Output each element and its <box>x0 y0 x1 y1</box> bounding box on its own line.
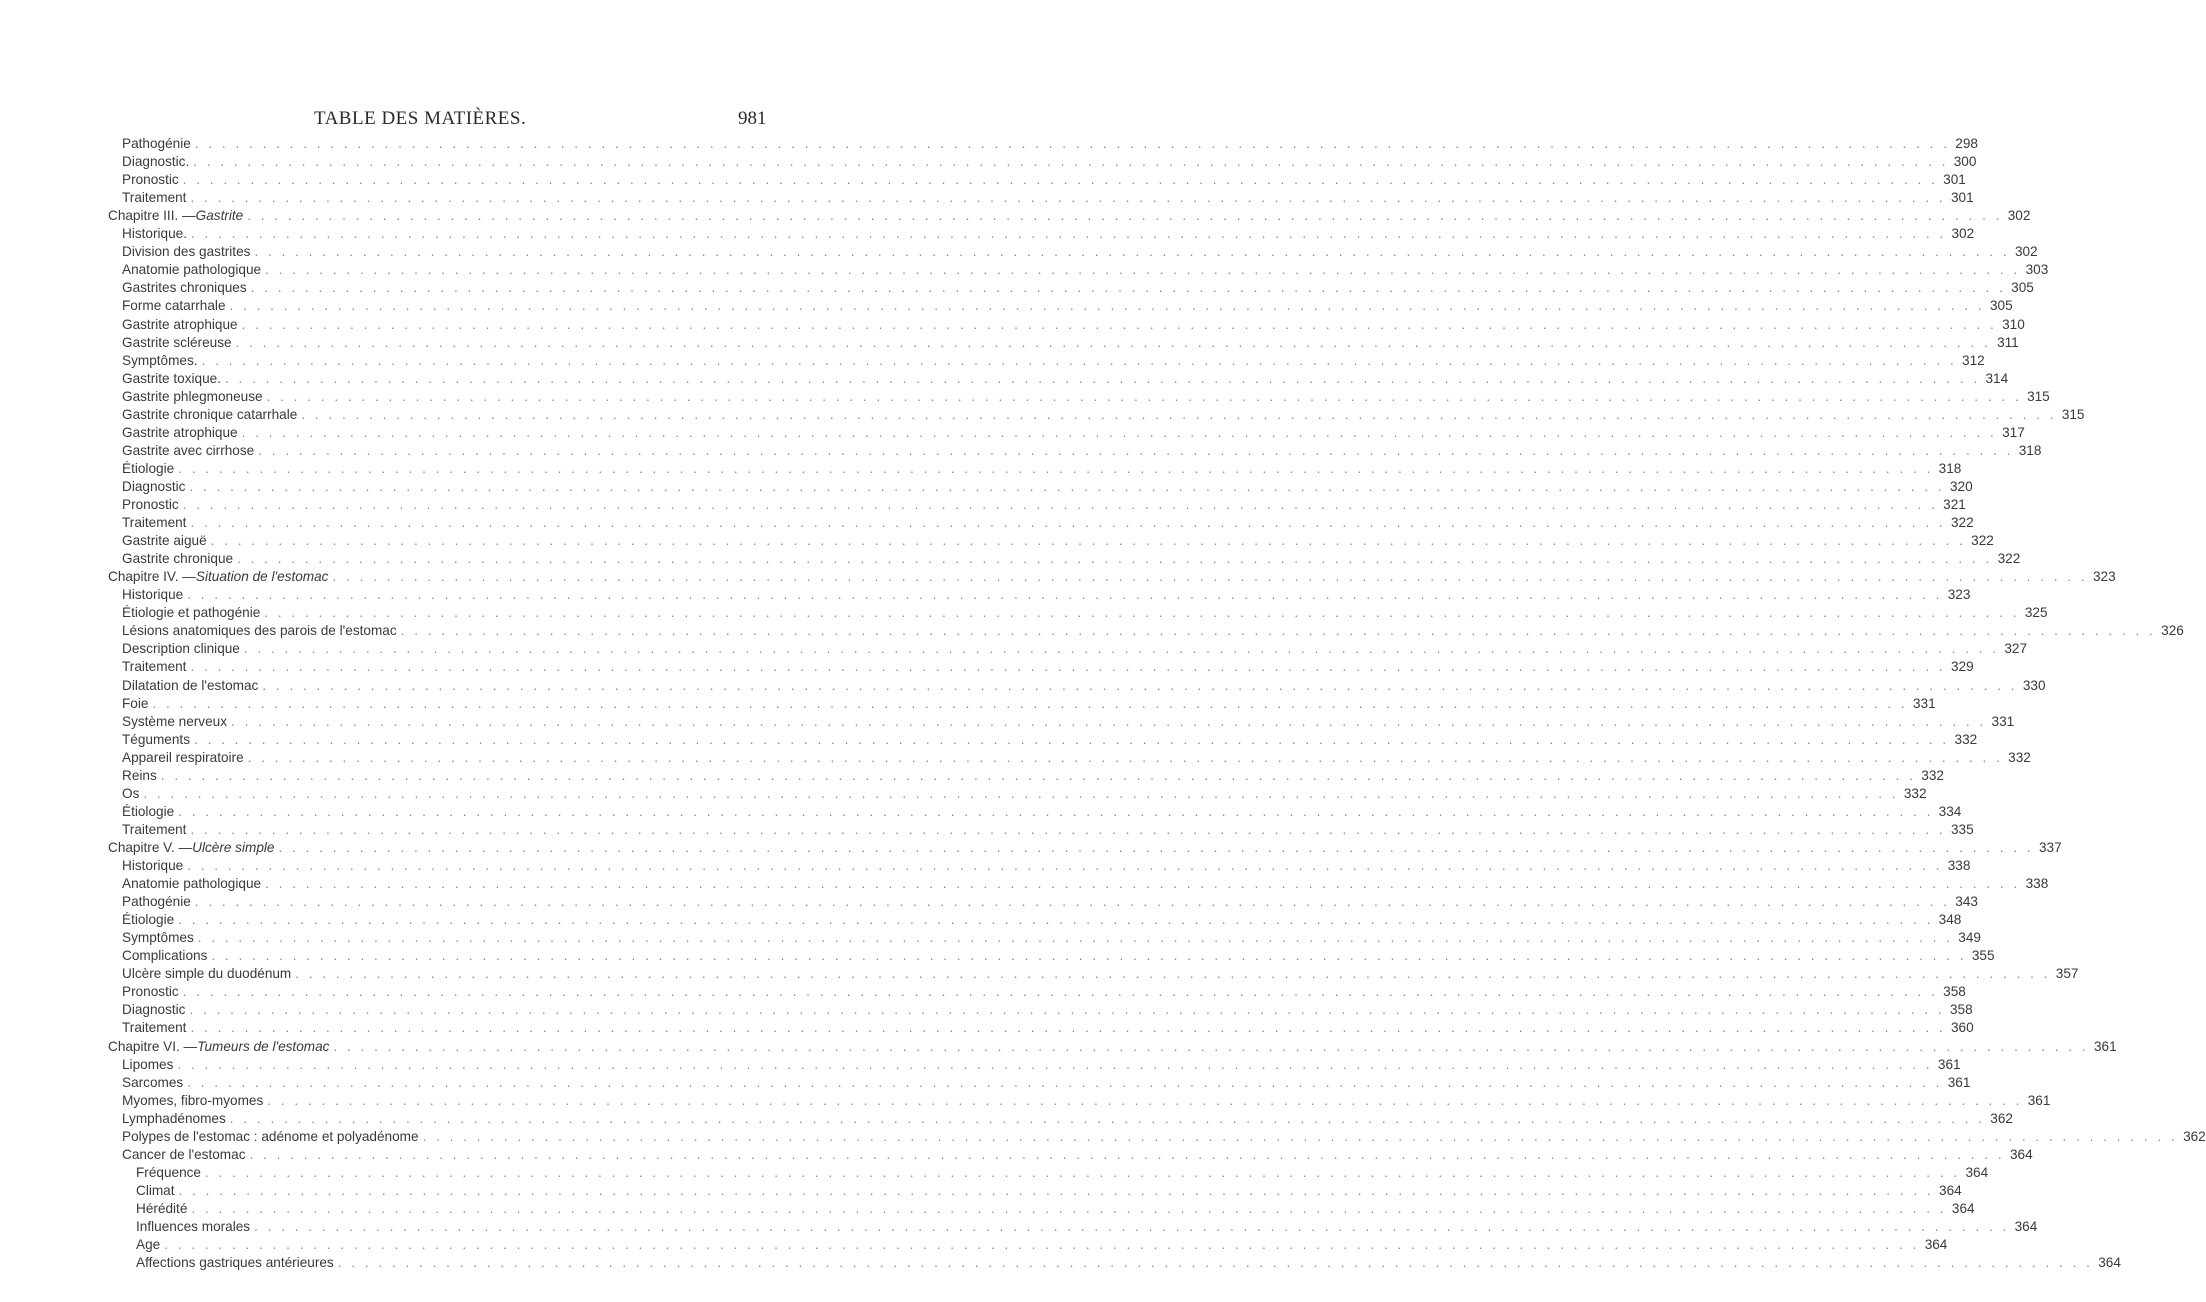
toc-entry <box>0 821 1974 839</box>
toc-entry-label: Gastrite phlegmoneuse <box>122 388 263 404</box>
dot-leader <box>205 1164 1960 1182</box>
toc-entry <box>0 352 1985 370</box>
dot-leader <box>295 965 2050 983</box>
toc-entry-label: Gastrite chronique catarrhale <box>122 406 298 422</box>
dot-leader <box>230 1110 1985 1128</box>
toc-entry-label: Historique <box>122 587 184 603</box>
toc-entry <box>0 947 1995 965</box>
toc-page-number: 361 <box>1937 1056 1961 1072</box>
dot-leader <box>143 785 1898 803</box>
toc-page-number: 358 <box>1943 984 1966 1000</box>
dot-leader <box>211 947 1966 965</box>
dot-leader <box>195 135 1950 153</box>
toc-page-number: 338 <box>1947 858 1971 873</box>
toc-entry-label: Diagnostic <box>122 478 186 494</box>
toc-page-number: 318 <box>2018 442 2042 458</box>
toc-entry <box>0 695 1936 713</box>
dot-leader <box>202 352 1957 370</box>
toc-page-number: 361 <box>2093 1038 2117 1054</box>
dot-leader <box>264 604 2019 622</box>
toc-page-number: 314 <box>1985 370 2009 386</box>
dot-leader <box>401 622 2156 640</box>
dot-leader <box>237 550 1992 568</box>
toc-entry-label: Gastrite toxique. <box>122 370 221 386</box>
toc-page-number: 332 <box>1954 731 1978 747</box>
toc-chapter-entry <box>0 839 2062 857</box>
toc-entry-label: Anatomie pathologique <box>122 876 262 892</box>
toc-page-number: 362 <box>2183 1128 2206 1144</box>
toc-entry <box>0 1001 1973 1019</box>
toc-entry-label: Cancer de l'estomac <box>122 1146 246 1162</box>
toc-page-number: 325 <box>2024 605 2048 621</box>
toc-page-number: 330 <box>2022 677 2046 693</box>
toc-entry <box>0 677 2046 695</box>
toc-chapter-title: Ulcère simple <box>192 839 275 855</box>
toc-entry-label: Historique <box>122 858 184 873</box>
toc-page-number: 302 <box>2007 208 2031 224</box>
toc-entry <box>0 442 2042 460</box>
toc-entry <box>0 1110 2013 1128</box>
toc-entry-label: Dilatation de l'estomac <box>122 677 259 693</box>
dot-leader <box>164 1236 1919 1254</box>
dot-leader <box>183 496 1938 514</box>
toc-page-number: 327 <box>2004 641 2028 657</box>
dot-leader <box>242 316 1997 334</box>
toc-entry <box>0 1056 1961 1074</box>
toc-entry-label: Traitement <box>122 821 187 837</box>
toc-entry-label: Traitement <box>122 190 187 206</box>
toc-entry-label: Chapitre III. — <box>108 208 196 224</box>
toc-page-number: 331 <box>1912 695 1936 711</box>
toc-page-number: 334 <box>1938 803 1962 819</box>
dot-leader <box>242 424 1997 442</box>
dot-leader <box>254 1218 2009 1236</box>
toc-entry-label: Forme catarrhale <box>122 298 226 314</box>
toc-entry <box>0 153 1977 171</box>
dot-leader <box>251 279 2006 297</box>
dot-leader <box>423 1128 2178 1146</box>
toc-page-number: 322 <box>1997 551 2021 567</box>
toc-page-number: 335 <box>1950 821 1974 837</box>
toc-entry-label: Chapitre V. — <box>108 839 193 855</box>
dot-leader <box>194 731 1949 749</box>
toc-entry <box>0 929 1981 947</box>
toc-entry <box>0 279 2034 297</box>
toc-entry-label: Lipomes <box>122 1056 174 1072</box>
dot-leader <box>230 297 1985 315</box>
toc-entry <box>0 261 2049 279</box>
toc-entry <box>0 1182 1962 1200</box>
toc-entry-label: Division des gastrites <box>122 244 251 260</box>
toc-entry-label: Étiologie <box>122 803 175 819</box>
dot-leader <box>254 243 2009 261</box>
dot-leader <box>177 1056 1932 1074</box>
toc-entry-label: Pathogénie <box>122 136 191 151</box>
toc-entry-label: Gastrite chronique <box>122 551 234 567</box>
toc-entry-label: Lésions anatomiques des parois de l'estomac <box>122 623 397 639</box>
dot-leader <box>161 767 1916 785</box>
toc-page-number: 364 <box>2010 1146 2033 1162</box>
toc-entry <box>0 189 1974 207</box>
dot-leader <box>183 171 1938 189</box>
toc-entry <box>0 1218 2038 1236</box>
toc-entry <box>0 171 1966 189</box>
toc-entry-label: Traitement <box>122 515 187 531</box>
toc-entry-label: Étiologie <box>122 460 175 476</box>
toc-entry-label: Gastrite scléreuse <box>122 334 232 350</box>
toc-entry-label: Pronostic <box>122 497 179 512</box>
toc-entry-label: Diagnostic. <box>122 154 190 170</box>
dot-leader <box>250 1146 2005 1164</box>
toc-entry-label: Reins <box>122 767 157 783</box>
dot-leader <box>265 875 2020 893</box>
toc-page-number: 322 <box>1950 515 1974 531</box>
dot-leader <box>178 911 1933 929</box>
toc-entry <box>0 388 2050 406</box>
toc-entry <box>0 803 1962 821</box>
toc-entry-label: Symptômes <box>122 930 194 946</box>
dot-leader <box>187 586 1942 604</box>
toc-entry-label: Anatomie pathologique <box>122 262 262 278</box>
toc-page-number: 364 <box>2014 1219 2038 1234</box>
toc-entry-label: Affections gastriques antérieures <box>136 1255 334 1271</box>
toc-chapter-entry <box>0 568 2116 586</box>
dot-leader <box>278 839 2033 857</box>
toc-entry <box>0 1092 2051 1110</box>
toc-entry <box>0 1019 1974 1037</box>
toc-page-number: 343 <box>1955 894 1978 910</box>
toc-page-number: 332 <box>2008 749 2031 765</box>
toc-page-number: 357 <box>2055 966 2079 982</box>
toc-page-number: 331 <box>1991 713 2015 729</box>
dot-leader <box>187 857 1942 875</box>
toc-entry-label: Foie <box>122 695 149 711</box>
dot-leader <box>190 1019 1945 1037</box>
toc-entry-label: Myomes, fibro-myomes <box>122 1092 264 1108</box>
toc-entry-label: Hérédité <box>136 1200 188 1216</box>
toc-entry <box>0 983 1966 1001</box>
toc-entry <box>0 604 2048 622</box>
toc-entry-label: Téguments <box>122 731 191 747</box>
toc-page-number: 320 <box>1949 478 1973 494</box>
dot-leader <box>178 460 1933 478</box>
toc-entry <box>0 658 1974 676</box>
toc-page-number: 318 <box>1938 460 1962 476</box>
dot-leader <box>189 478 1944 496</box>
dot-leader <box>338 1254 2093 1272</box>
toc-page-number: 349 <box>1958 930 1981 946</box>
toc-entry-label: Chapitre IV. — <box>108 569 196 585</box>
toc-chapter-title: Situation de l'estomac <box>195 569 329 585</box>
toc-entry <box>0 1254 2121 1272</box>
dot-leader <box>231 713 1986 731</box>
dot-leader <box>191 225 1946 243</box>
toc-entry <box>0 243 2038 261</box>
toc-entry-label: Age <box>136 1237 161 1253</box>
toc-entry <box>0 640 2028 658</box>
toc-chapter-entry <box>0 207 2031 225</box>
toc-entry-label: Polypes de l'estomac : adénome et polyadénome <box>122 1128 419 1144</box>
toc-entry <box>0 965 2079 983</box>
dot-leader <box>248 749 2003 767</box>
toc-entry-label: Pathogénie <box>122 894 191 910</box>
toc-entry-label: Diagnostic <box>122 1002 186 1018</box>
toc-entry <box>0 749 2031 767</box>
toc-entry-label: Chapitre VI. — <box>108 1038 198 1054</box>
toc-page-number: 364 <box>2098 1255 2121 1271</box>
toc-chapter-title: Tumeurs de l'estomac <box>197 1038 330 1054</box>
toc-entry <box>0 1146 2033 1164</box>
toc-page-number: 323 <box>2092 569 2116 585</box>
toc-page-number: 364 <box>1939 1182 1962 1198</box>
toc-page-number: 364 <box>1951 1200 1975 1216</box>
toc-page-number: 311 <box>1997 334 2019 350</box>
toc-entry-label: Appareil respiratoire <box>122 749 244 765</box>
toc-page-number: 300 <box>1953 154 1977 170</box>
dot-leader <box>178 803 1933 821</box>
running-header <box>0 108 800 132</box>
toc-page-number: 301 <box>1950 190 1974 206</box>
dot-leader <box>247 207 2002 225</box>
toc-entry-label: Sarcomes <box>122 1074 184 1090</box>
toc-page-number: 321 <box>1943 497 1966 512</box>
toc-entry-label: Ulcère simple du duodénum <box>122 966 292 982</box>
dot-leader <box>187 1074 1942 1092</box>
toc-entry <box>0 496 1966 514</box>
toc-entry-label: Traitement <box>122 1020 187 1036</box>
toc-entry <box>0 532 1994 550</box>
toc-page-number: 358 <box>1949 1002 1973 1018</box>
toc-entry-label: Traitement <box>122 659 187 675</box>
dot-leader <box>265 261 2020 279</box>
toc-entry-label: Influences morales <box>136 1219 251 1234</box>
toc-entry-label: Gastrite atrophique <box>122 316 238 332</box>
toc-entry-label: Pronostic <box>122 172 179 188</box>
toc-page-number: 323 <box>1947 587 1971 603</box>
toc-page-number: 337 <box>2038 839 2062 855</box>
toc-page-number: 315 <box>2061 406 2085 422</box>
dot-leader <box>258 442 2013 460</box>
toc-page-number: 364 <box>1965 1164 1989 1180</box>
toc-page-number: 301 <box>1943 172 1966 188</box>
toc-entry-label: Étiologie et pathogénie <box>122 605 261 621</box>
toc-page-number: 302 <box>1951 226 1975 242</box>
toc-page-number: 326 <box>2161 623 2184 639</box>
toc-entry <box>0 514 1974 532</box>
dot-leader <box>262 677 2017 695</box>
toc-entry <box>0 135 1978 153</box>
toc-entry-label: Fréquence <box>136 1164 201 1180</box>
toc-page-number: 298 <box>1955 136 1978 151</box>
toc-page-number: 361 <box>2027 1092 2051 1108</box>
dot-leader <box>332 568 2087 586</box>
dot-leader <box>190 514 1945 532</box>
toc-entry <box>0 622 2184 640</box>
toc-entry <box>0 460 1962 478</box>
toc-page-number: 348 <box>1938 912 1962 928</box>
toc-page-number: 329 <box>1950 659 1974 675</box>
toc-entry <box>0 1236 1948 1254</box>
toc-entry <box>0 731 1978 749</box>
toc-entry <box>0 550 2021 568</box>
toc-entry <box>0 911 1962 929</box>
dot-leader <box>333 1038 2088 1056</box>
toc-chapter-entry <box>0 1038 2117 1056</box>
dot-leader <box>190 189 1945 207</box>
dot-leader <box>190 821 1945 839</box>
toc-entry-label: Gastrites chroniques <box>122 280 247 296</box>
dot-leader <box>179 1182 1934 1200</box>
dot-leader <box>189 1001 1944 1019</box>
toc-entry <box>0 478 1973 496</box>
toc-entry <box>0 767 1944 785</box>
toc-entry-label: Étiologie <box>122 912 175 928</box>
toc-entry <box>0 893 1978 911</box>
toc-entry-label: Système nerveux <box>122 713 228 729</box>
toc-entry <box>0 225 1975 243</box>
toc-entry <box>0 424 2025 442</box>
toc-page-number: 310 <box>2002 316 2025 332</box>
dot-leader <box>198 929 1953 947</box>
toc-entry-label: Symptômes. <box>122 352 198 368</box>
dot-leader <box>244 640 1999 658</box>
toc-entry-label: Gastrite aiguë <box>122 533 207 549</box>
toc-page-number: 364 <box>1924 1237 1948 1253</box>
dot-leader <box>225 370 1980 388</box>
dot-leader <box>183 983 1938 1001</box>
toc-entry-label: Complications <box>122 948 208 964</box>
toc-page-number: 315 <box>2027 388 2050 404</box>
toc-entry <box>0 316 2025 334</box>
toc-page-number: 362 <box>1990 1110 2013 1126</box>
dot-leader <box>267 388 2022 406</box>
toc-entry <box>0 785 1927 803</box>
toc-page-number: 360 <box>1950 1020 1974 1036</box>
toc-page-number: 332 <box>1903 785 1927 801</box>
toc-page-number: 332 <box>1921 767 1944 783</box>
toc-entry <box>0 1200 1975 1218</box>
toc-page-number: 302 <box>2014 244 2038 260</box>
toc-entry-label: Os <box>122 785 140 801</box>
toc-page-number: 317 <box>2002 424 2025 440</box>
toc-page-number: 338 <box>2025 876 2049 892</box>
toc-entry-label: Pronostic <box>122 984 179 1000</box>
toc-chapter-title: Gastrite <box>195 208 244 224</box>
toc-entry <box>0 1074 1971 1092</box>
page-number: 981 <box>738 108 767 129</box>
dot-leader <box>301 406 2056 424</box>
toc-entry-label: Lymphadénomes <box>122 1110 226 1126</box>
toc-page-number: 355 <box>1971 948 1995 964</box>
toc-entry <box>0 334 2019 352</box>
toc-entry-label: Gastrite atrophique <box>122 424 238 440</box>
dot-leader <box>195 893 1950 911</box>
toc-entry <box>0 857 1971 875</box>
toc-entry <box>0 875 2049 893</box>
dot-leader <box>152 695 1907 713</box>
toc-entry-label: Description clinique <box>122 641 240 657</box>
toc-entry <box>0 370 2009 388</box>
dot-leader <box>193 153 1948 171</box>
dot-leader <box>267 1092 2022 1110</box>
toc-page-number: 305 <box>2011 280 2034 296</box>
toc-entry-label: Historique. <box>122 226 187 242</box>
dot-leader <box>236 334 1991 352</box>
toc-page-number: 312 <box>1962 352 1985 368</box>
toc-page-number: 303 <box>2025 262 2049 278</box>
toc-entry <box>0 1164 1989 1182</box>
toc-entry <box>0 586 1971 604</box>
dot-leader <box>211 532 1966 550</box>
toc-page-number: 322 <box>1971 533 1994 549</box>
toc-entry <box>0 297 2013 315</box>
toc-entry <box>0 1128 2206 1146</box>
toc-entry-label: Climat <box>136 1182 175 1198</box>
page-title: TABLE DES MATIÈRES. <box>314 108 527 129</box>
toc-page-number: 305 <box>1990 298 2013 314</box>
toc-entry-label: Gastrite avec cirrhose <box>122 442 255 458</box>
toc-entry <box>0 713 2015 731</box>
toc-page-number: 361 <box>1947 1074 1971 1090</box>
dot-leader <box>191 1200 1946 1218</box>
toc-entry <box>0 406 2085 424</box>
dot-leader <box>190 658 1945 676</box>
